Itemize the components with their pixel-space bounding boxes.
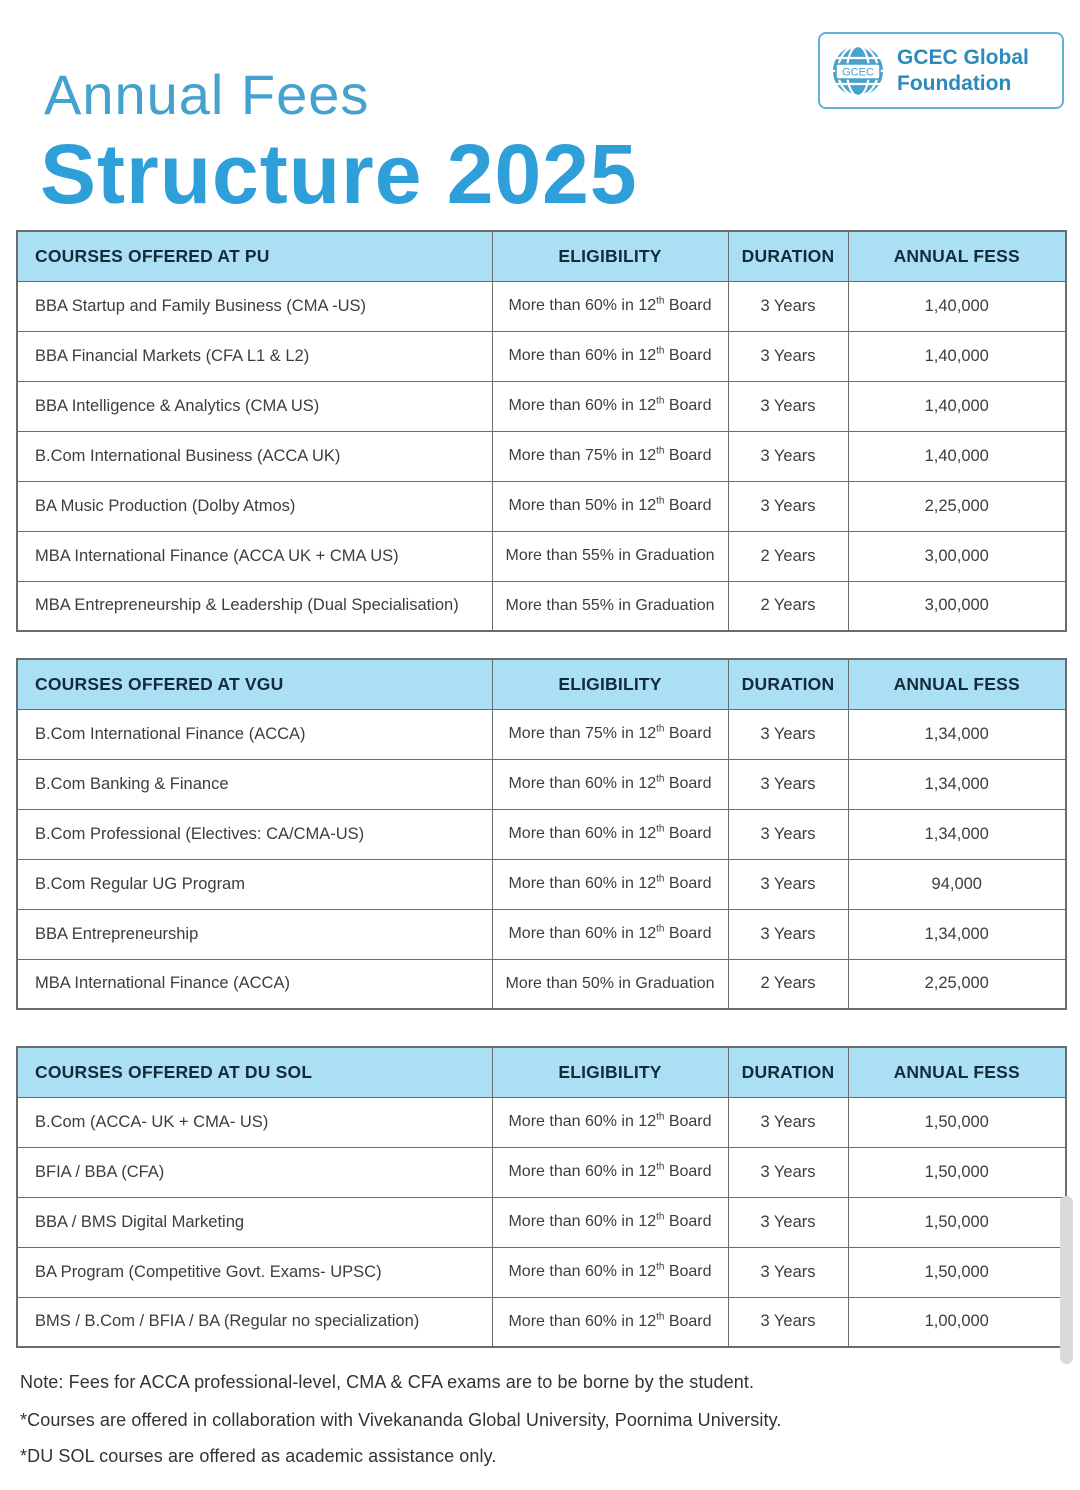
cell-course: BA Music Production (Dolby Atmos) xyxy=(17,481,492,531)
table-row xyxy=(17,1247,1066,1297)
cell-course: B.Com Regular UG Program xyxy=(17,859,492,909)
cell-course: BBA Entrepreneurship xyxy=(17,909,492,959)
column-header: ANNUAL FESS xyxy=(848,1047,1066,1097)
cell-course: B.Com International Business (ACCA UK) xyxy=(17,431,492,481)
cell-fees: 1,40,000 xyxy=(848,331,1066,381)
fees-table xyxy=(16,1046,1067,1348)
cell-duration: 3 Years xyxy=(728,859,848,909)
cell-course: MBA International Finance (ACCA) xyxy=(17,959,492,1009)
table-row xyxy=(17,581,1066,631)
note-fees-borne: Note: Fees for ACCA professional-level, CMA & CFA exams are to be borne by the student. xyxy=(20,1372,755,1392)
cell-course: BBA / BMS Digital Marketing xyxy=(17,1197,492,1247)
table-row xyxy=(17,909,1066,959)
cell-eligibility: More than 75% in 12th Board xyxy=(492,431,728,481)
column-header: ANNUAL FESS xyxy=(848,231,1066,281)
cell-fees: 1,34,000 xyxy=(848,759,1066,809)
cell-eligibility: More than 60% in 12th Board xyxy=(492,859,728,909)
cell-eligibility: More than 60% in 12th Board xyxy=(492,909,728,959)
fees-table xyxy=(16,230,1067,632)
table-row xyxy=(17,1297,1066,1347)
cell-eligibility: More than 50% in 12th Board xyxy=(492,481,728,531)
logo-monogram: GCEC xyxy=(842,66,874,78)
cell-eligibility: More than 60% in 12th Board xyxy=(492,381,728,431)
cell-course: B.Com Professional (Electives: CA/CMA-US) xyxy=(17,809,492,859)
table-row xyxy=(17,481,1066,531)
cell-fees: 2,25,000 xyxy=(848,959,1066,1009)
cell-duration: 3 Years xyxy=(728,709,848,759)
fees-table-pu xyxy=(16,230,1065,632)
cell-duration: 3 Years xyxy=(728,281,848,331)
cell-eligibility: More than 60% in 12th Board xyxy=(492,1097,728,1147)
cell-fees: 1,00,000 xyxy=(848,1297,1066,1347)
cell-eligibility: More than 55% in Graduation xyxy=(492,531,728,581)
cell-course: BMS / B.Com / BFIA / BA (Regular no specialization) xyxy=(17,1297,492,1347)
cell-fees: 1,40,000 xyxy=(848,431,1066,481)
cell-eligibility: More than 60% in 12th Board xyxy=(492,809,728,859)
table-row xyxy=(17,1147,1066,1197)
fees-table xyxy=(16,658,1067,1010)
column-header: COURSES OFFERED AT PU xyxy=(17,231,492,281)
cell-duration: 2 Years xyxy=(728,581,848,631)
cell-course: B.Com (ACCA- UK + CMA- US) xyxy=(17,1097,492,1147)
column-header: COURSES OFFERED AT DU SOL xyxy=(17,1047,492,1097)
cell-duration: 3 Years xyxy=(728,431,848,481)
scrollbar-thumb[interactable] xyxy=(1060,1196,1073,1364)
cell-eligibility: More than 60% in 12th Board xyxy=(492,1197,728,1247)
cell-course: BA Program (Competitive Govt. Exams- UPSC) xyxy=(17,1247,492,1297)
cell-duration: 3 Years xyxy=(728,331,848,381)
cell-fees: 1,50,000 xyxy=(848,1147,1066,1197)
cell-eligibility: More than 60% in 12th Board xyxy=(492,1147,728,1197)
cell-fees: 1,34,000 xyxy=(848,809,1066,859)
cell-course: MBA International Finance (ACCA UK + CMA US) xyxy=(17,531,492,581)
cell-fees: 2,25,000 xyxy=(848,481,1066,531)
column-header: DURATION xyxy=(728,231,848,281)
cell-eligibility: More than 60% in 12th Board xyxy=(492,1247,728,1297)
header-row xyxy=(17,1047,1066,1097)
cell-duration: 3 Years xyxy=(728,759,848,809)
cell-fees: 1,50,000 xyxy=(848,1097,1066,1147)
cell-eligibility: More than 50% in Graduation xyxy=(492,959,728,1009)
table-row xyxy=(17,1197,1066,1247)
table-row xyxy=(17,759,1066,809)
cell-fees: 1,50,000 xyxy=(848,1247,1066,1297)
cell-duration: 3 Years xyxy=(728,1297,848,1347)
table-row xyxy=(17,531,1066,581)
cell-course: MBA Entrepreneurship & Leadership (Dual Specialisation) xyxy=(17,581,492,631)
cell-duration: 3 Years xyxy=(728,1247,848,1297)
header-row xyxy=(17,231,1066,281)
cell-course: BBA Startup and Family Business (CMA -US) xyxy=(17,281,492,331)
table-row xyxy=(17,709,1066,759)
table-row xyxy=(17,959,1066,1009)
fees-table-vgu xyxy=(16,658,1065,1010)
cell-duration: 3 Years xyxy=(728,481,848,531)
cell-eligibility: More than 60% in 12th Board xyxy=(492,1297,728,1347)
table-row xyxy=(17,809,1066,859)
page-title-line1: Annual Fees xyxy=(44,63,370,126)
logo-name: GCEC Global Foundation xyxy=(897,46,1029,95)
gcec-logo xyxy=(818,32,1064,109)
table-row xyxy=(17,381,1066,431)
cell-course: BBA Financial Markets (CFA L1 & L2) xyxy=(17,331,492,381)
cell-duration: 2 Years xyxy=(728,531,848,581)
cell-fees: 1,34,000 xyxy=(848,909,1066,959)
cell-duration: 3 Years xyxy=(728,809,848,859)
cell-fees: 3,00,000 xyxy=(848,531,1066,581)
cell-course: B.Com Banking & Finance xyxy=(17,759,492,809)
column-header: DURATION xyxy=(728,659,848,709)
cell-course: BBA Intelligence & Analytics (CMA US) xyxy=(17,381,492,431)
cell-fees: 1,40,000 xyxy=(848,281,1066,331)
column-header: ELIGIBILITY xyxy=(492,231,728,281)
cell-fees: 3,00,000 xyxy=(848,581,1066,631)
page-title-line2: Structure 2025 xyxy=(40,127,638,221)
table-row xyxy=(17,1097,1066,1147)
globe-icon xyxy=(830,43,886,99)
cell-fees: 1,40,000 xyxy=(848,381,1066,431)
cell-duration: 3 Years xyxy=(728,1097,848,1147)
table-row xyxy=(17,281,1066,331)
cell-eligibility: More than 55% in Graduation xyxy=(492,581,728,631)
cell-fees: 1,34,000 xyxy=(848,709,1066,759)
column-header: COURSES OFFERED AT VGU xyxy=(17,659,492,709)
column-header: DURATION xyxy=(728,1047,848,1097)
note-collaboration: *Courses are offered in collaboration with Vivekananda Global University, Poornima University. xyxy=(20,1410,782,1430)
column-header: ELIGIBILITY xyxy=(492,659,728,709)
cell-fees: 1,50,000 xyxy=(848,1197,1066,1247)
cell-duration: 2 Years xyxy=(728,959,848,1009)
column-header: ANNUAL FESS xyxy=(848,659,1066,709)
cell-fees: 94,000 xyxy=(848,859,1066,909)
cell-duration: 3 Years xyxy=(728,1197,848,1247)
cell-eligibility: More than 60% in 12th Board xyxy=(492,331,728,381)
cell-eligibility: More than 75% in 12th Board xyxy=(492,709,728,759)
table-row xyxy=(17,859,1066,909)
cell-duration: 3 Years xyxy=(728,1147,848,1197)
header-row xyxy=(17,659,1066,709)
cell-eligibility: More than 60% in 12th Board xyxy=(492,759,728,809)
cell-duration: 3 Years xyxy=(728,381,848,431)
cell-course: B.Com International Finance (ACCA) xyxy=(17,709,492,759)
table-row xyxy=(17,431,1066,481)
fees-table-dusol xyxy=(16,1046,1065,1348)
cell-course: BFIA / BBA (CFA) xyxy=(17,1147,492,1197)
cell-duration: 3 Years xyxy=(728,909,848,959)
note-dusol-assistance: *DU SOL courses are offered as academic assistance only. xyxy=(20,1446,497,1466)
column-header: ELIGIBILITY xyxy=(492,1047,728,1097)
cell-eligibility: More than 60% in 12th Board xyxy=(492,281,728,331)
table-row xyxy=(17,331,1066,381)
